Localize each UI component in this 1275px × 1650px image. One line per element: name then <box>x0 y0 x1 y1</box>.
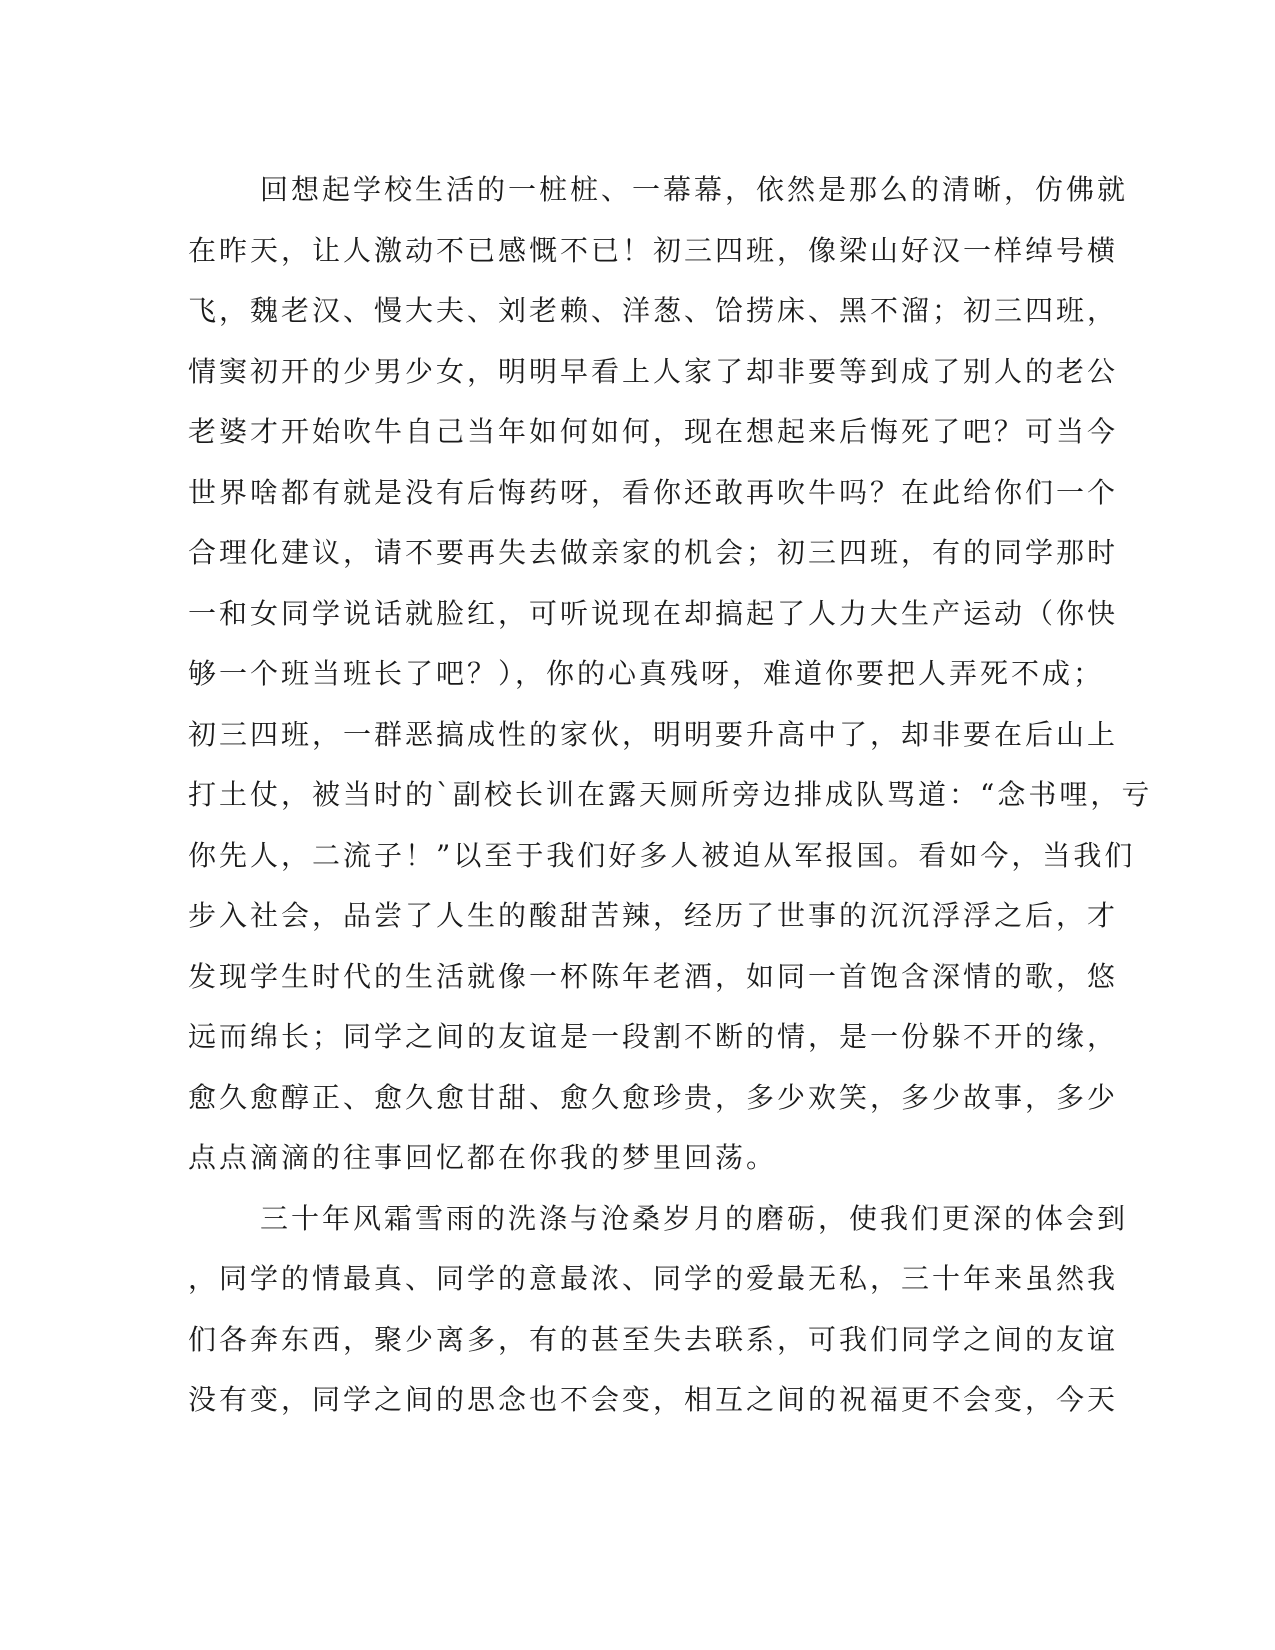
paragraph-2-line: 没有变，同学之间的思念也不会变，相互之间的祝福更不会变，今天 <box>188 1383 1119 1416</box>
paragraph-1-line: 远而绵长；同学之间的友谊是一段割不断的情，是一份躲不开的缘， <box>188 1020 1119 1053</box>
paragraph-1-line: 够一个班当班长了吧？），你的心真残呀，难道你要把人弄死不成； <box>188 657 1105 690</box>
paragraph-1-line: 发现学生时代的生活就像一杯陈年老酒，如同一首饱含深情的歌，悠 <box>188 959 1119 993</box>
paragraph-2-line: 三十年风霜雪雨的洗涤与沧桑岁月的磨砺，使我们更深的体会到 <box>260 1201 1129 1235</box>
paragraph-1-line: 点点滴滴的往事回忆都在你我的梦里回荡。 <box>188 1141 778 1174</box>
paragraph-1-line: 飞，魏老汉、慢大夫、刘老赖、洋葱、饸捞床、黑不溜；初三四班， <box>188 294 1119 327</box>
paragraph-1-line: 在昨天，让人激动不已感慨不已！初三四班，像梁山好汉一样绰号横 <box>188 233 1119 267</box>
paragraph-1-line: 老婆才开始吹牛自己当年如何如何，现在想起来后悔死了吧？可当今 <box>188 415 1119 448</box>
paragraph-1-line: 你先人，二流子！”以至于我们好多人被迫从军报国。看如今，当我们 <box>188 838 1136 872</box>
paragraph-1-line: 世界啥都有就是没有后悔药呀，看你还敢再吹牛吗？在此给你们一个 <box>188 475 1119 509</box>
paragraph-1-line: 愈久愈醇正、愈久愈甘甜、愈久愈珍贵，多少欢笑，多少故事，多少 <box>188 1080 1119 1114</box>
paragraph-1-line: 打土仗，被当时的`副校长训在露天厕所旁边排成队骂道：“念书哩，亏 <box>188 778 1153 811</box>
paragraph-2-line: ，同学的情最真、同学的意最浓、同学的爱最无私，三十年来虽然我 <box>188 1262 1119 1295</box>
paragraph-1-line: 初三四班，一群恶搞成性的家伙，明明要升高中了，却非要在后山上 <box>188 717 1119 751</box>
paragraph-1-line: 情窦初开的少男少女，明明早看上人家了却非要等到成了别人的老公 <box>188 354 1119 388</box>
paragraph-1-line: 合理化建议，请不要再失去做亲家的机会；初三四班，有的同学那时 <box>188 536 1119 569</box>
paragraph-1-line: 一和女同学说话就脸红，可听说现在却搞起了人力大生产运动（你快 <box>188 596 1119 630</box>
paragraph-1-line: 回想起学校生活的一桩桩、一幕幕，依然是那么的清晰，仿佛就 <box>260 173 1129 206</box>
paragraph-1-line: 步入社会，品尝了人生的酸甜苦辣，经历了世事的沉沉浮浮之后，才 <box>188 899 1119 932</box>
paragraph-2-line: 们各奔东西，聚少离多，有的甚至失去联系，可我们同学之间的友谊 <box>188 1322 1119 1356</box>
document-body <box>188 160 1153 1431</box>
